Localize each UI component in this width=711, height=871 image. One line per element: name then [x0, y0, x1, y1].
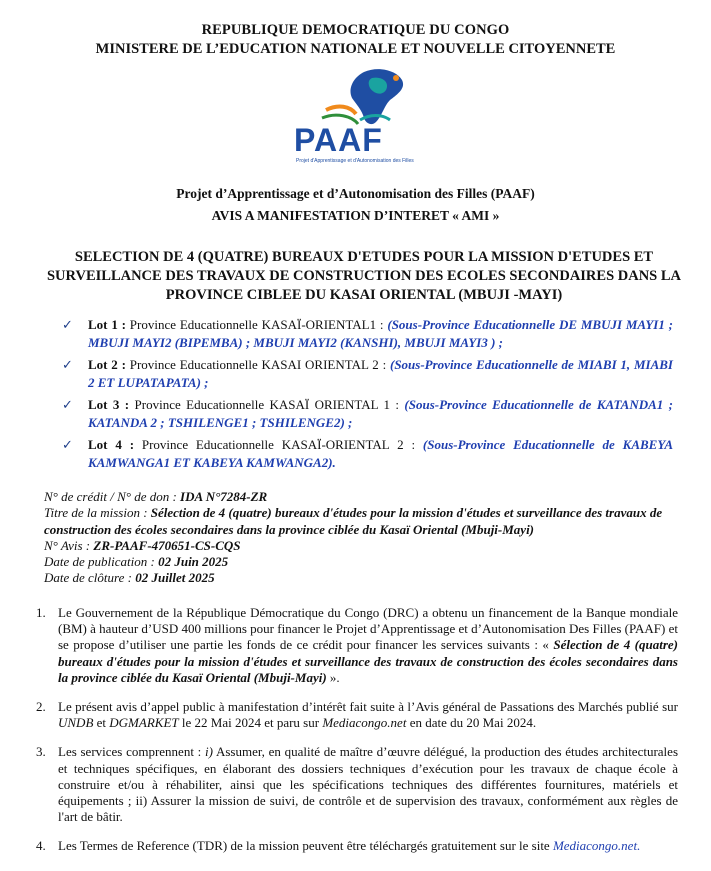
paragraph-2: [36, 699, 678, 731]
logo-tagline: Projet d'Apprentissage et d'Autonomisation des Filles: [296, 158, 414, 164]
paragraph-text: Les Termes de Reference (TDR) de la mission peuvent être téléchargés gratuitement sur le site: [58, 838, 550, 854]
checkmark-icon: ✓: [62, 317, 73, 332]
lot-label: Lot 3 :: [88, 397, 130, 412]
credit-value: IDA N°7284-ZR: [180, 489, 268, 504]
lot-label: Lot 4 :: [88, 437, 135, 452]
lot-province: Province Educationnelle KASAÏ-ORIENTAL 2 :: [141, 437, 416, 452]
paragraph-1: [36, 605, 678, 686]
closing-label: Date de clôture :: [44, 570, 132, 586]
list-item: [62, 316, 673, 351]
lot-province: Province Educationnelle KASAÏ ORIENTAL 1 :: [134, 397, 399, 412]
paragraph-3: [36, 744, 678, 825]
paragraph-text: Le présent avis d’appel public à manifestation d’intérêt fait suite à l’Avis général de Passations des Marchés publié sur: [58, 699, 678, 715]
paragraph-conj: et: [96, 715, 107, 731]
avis-value: ZR-PAAF-470651-CS-CQS: [93, 537, 241, 553]
paragraph-text-end: en date du 20 Mai 2024.: [409, 715, 537, 731]
paragraph-text-end: ».: [329, 669, 340, 685]
avis-label: N° Avis :: [44, 537, 91, 553]
lot-label: Lot 2 :: [88, 357, 126, 372]
undb-ref: UNDB: [58, 715, 94, 731]
publication-line: [44, 554, 684, 570]
mediacongo-ref: Mediacongo.net: [322, 715, 407, 731]
lot-detail: (Sous-Province Educationnelle de KABEYA KAMWANGA1 ET KABEYA KAMWANGA2).: [88, 437, 673, 470]
credit-label: N° de crédit / N° de don :: [44, 489, 177, 504]
country-header: REPUBLIQUE DEMOCRATIQUE DU CONGO: [201, 22, 510, 38]
mediacongo-link[interactable]: Mediacongo.net.: [552, 838, 641, 854]
paragraph-text: Les services comprennent :: [58, 744, 202, 760]
mission-line: [44, 505, 684, 538]
paragraph-number: 4.: [36, 838, 46, 854]
mission-value: Sélection de 4 (quatre) bureaux d'études pour la mission d'études et surveillance des travaux de construction des écoles secondaires dans la province ciblée du Kasaï Oriental (Mbuji-Mayi): [44, 505, 663, 537]
paaf-logo: [286, 64, 436, 170]
publication-value: 02 Juin 2025: [158, 554, 229, 570]
selection-title: SELECTION DE 4 (QUATRE) BUREAUX D'ETUDES POUR LA MISSION D'ETUDES ET SURVEILLANCE DES TRAVAUX DE CONSTRUCTION DES ECOLES SECONDAIRES DANS LA PROVINCE CIBLEE DU KASAI ORIENTAL (MBUJI -MAYI): [46, 249, 682, 303]
publication-label: Date de publication :: [44, 554, 155, 570]
dgmarket-ref: DGMARKET: [109, 715, 179, 731]
checkmark-icon: ✓: [62, 357, 73, 372]
paragraph-emphasis: Sélection de 4 (quatre) bureaux d'études pour la mission d'études et surveillance des travaux de construction des écoles secondaires dans la province ciblée du Kasaï Oriental (Mbuji-Mayi): [58, 637, 678, 685]
credit-line: [44, 489, 684, 505]
lot-detail: (Sous-Province Educationnelle de MIABI 1, MIABI 2 ET LUPATAPATA) ;: [88, 357, 673, 390]
list-item: [62, 436, 673, 471]
project-title: Projet d’Apprentissage et d’Autonomisation des Filles (PAAF): [176, 186, 535, 201]
paragraph-number: 2.: [36, 699, 46, 715]
closing-value: 02 Juillet 2025: [135, 570, 215, 586]
paragraph-text: Le Gouvernement de la République Démocratique du Congo (DRC) a obtenu un financement de la Banque mondiale (BM) à hauteur d’USD 400 millions pour financer le Projet d’Apprentissage et d’Autonomisation Des Filles (PAAF) et se propose d’utiliser une partie les fonds de ce crédit pour financer les services suivants : «: [58, 605, 678, 653]
logo-text: PAAF: [294, 122, 383, 158]
lots-list: [62, 316, 674, 476]
paragraph-4: [36, 838, 678, 854]
paragraph-number: 1.: [36, 605, 46, 620]
lot-province: Province Educationnelle KASAI ORIENTAL 2 :: [129, 357, 387, 372]
lot-detail: (Sous-Province Educationnelle DE MBUJI MAYI1 ; MBUJI MAYI2 (BIPEMBA) ; MBUJI MAYI2 (KANSHI), MBUJI MAYI3 ) ;: [88, 317, 673, 350]
paragraph-text-rest: Assumer, en qualité de maître d’œuvre délégué, la production des études architecturales et techniques spécifiques, en élaborant des dossiers techniques d’exécution pour les travaux de chaque école à construire et/ou à réhabiliter, ainsi que les spécifications techniques des différentes fournitures, matériels et équipements ; ii) Assurer la mission de suivi, de contrôle et de supervision des travaux, conformément aux règles de l'art de bâtir.: [58, 744, 678, 825]
paragraph-text-mid: le 22 Mai 2024 et paru sur: [181, 715, 320, 731]
closing-line: [44, 570, 684, 586]
lot-detail: (Sous-Province Educationnelle de KATANDA1 ; KATANDA 2 ; TSHILENGE1 ; TSHILENGE2) ;: [88, 397, 674, 430]
notice-title: AVIS A MANIFESTATION D’INTERET « AMI »: [211, 208, 500, 223]
list-item: [62, 396, 674, 431]
checkmark-icon: ✓: [62, 397, 73, 412]
checkmark-icon: ✓: [62, 437, 73, 452]
list-item: [62, 356, 673, 391]
avis-line: [44, 538, 684, 554]
lot-province: Province Educationnelle KASAÏ-ORIENTAL1 :: [129, 317, 384, 332]
roman-numeral: i): [205, 744, 213, 760]
lot-label: Lot 1 :: [88, 317, 126, 332]
mission-label: Titre de la mission :: [44, 505, 148, 521]
paragraph-number: 3.: [36, 744, 46, 760]
ministry-header: MINISTERE DE L’EDUCATION NATIONALE ET NOUVELLE CITOYENNETE: [95, 41, 616, 57]
notice-metadata: [44, 489, 684, 587]
numbered-paragraphs: [36, 605, 678, 868]
